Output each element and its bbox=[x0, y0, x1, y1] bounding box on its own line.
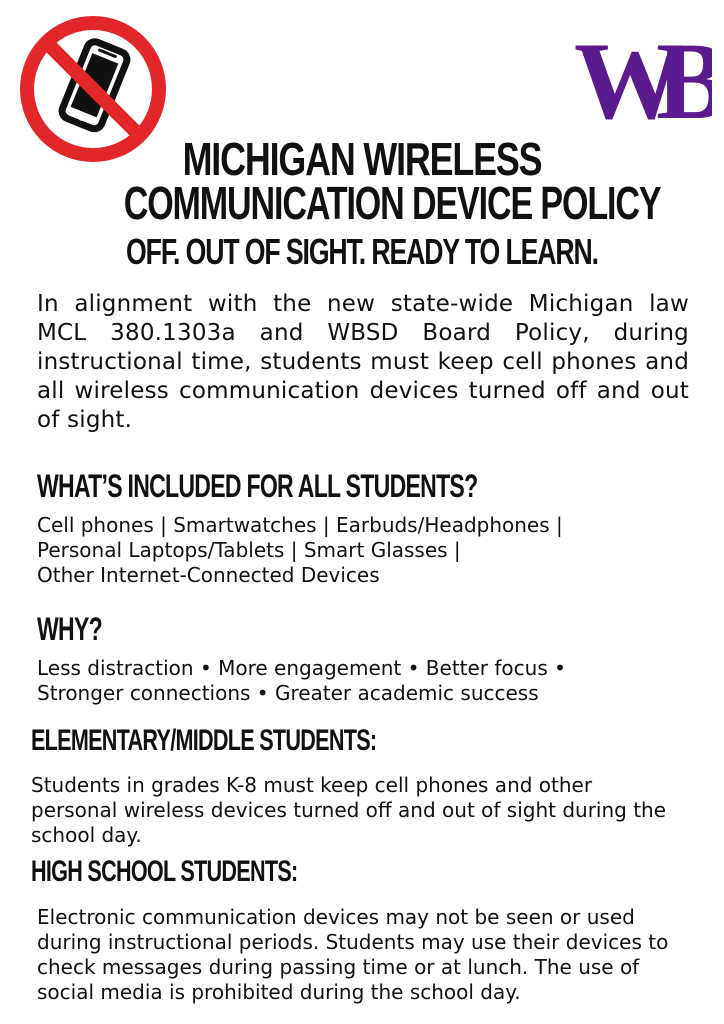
included-line: Other Internet-Connected Devices bbox=[37, 563, 380, 587]
intro-paragraph: In alignment with the new state-wide Michigan law MCL 380.1303a and WBSD Board Policy, during instructional time, students must keep cell phones and all wireless communication devices turned off and out of sight. bbox=[37, 291, 689, 433]
included-heading: WHAT’S INCLUDED FOR ALL STUDENTS? bbox=[37, 468, 478, 504]
high-school-text bbox=[37, 905, 668, 1005]
included-list bbox=[37, 513, 563, 588]
included-line: Cell phones | Smartwatches | Earbuds/Headphones | bbox=[37, 513, 563, 537]
high-school-line: Electronic communication devices may not be seen or used bbox=[37, 905, 635, 929]
high-school-line: social media is prohibited during the school day. bbox=[37, 980, 521, 1004]
svg-text:WB: WB bbox=[574, 20, 702, 142]
elementary-line: Students in grades K-8 must keep cell phones and other bbox=[31, 773, 593, 797]
high-school-heading: HIGH SCHOOL STUDENTS: bbox=[31, 855, 298, 888]
high-school-line: during instructional periods. Students may use their devices to bbox=[37, 930, 669, 954]
why-heading: WHY? bbox=[37, 611, 102, 647]
elementary-line: personal wireless devices turned off and out of sight during the bbox=[31, 798, 667, 822]
policy-title-line2: COMMUNICATION DEVICE POLICY bbox=[123, 177, 661, 229]
included-line: Personal Laptops/Tablets | Smart Glasses | bbox=[37, 538, 461, 562]
policy-title-line1: MICHIGAN WIRELESS bbox=[182, 133, 542, 185]
why-line: Less distraction • More engagement • Better focus • bbox=[37, 656, 566, 680]
policy-tagline: OFF. OUT OF SIGHT. READY TO LEARN. bbox=[126, 231, 598, 272]
why-line: Stronger connections • Greater academic success bbox=[37, 681, 539, 705]
why-text bbox=[37, 656, 566, 706]
elementary-text bbox=[31, 773, 666, 848]
high-school-line: check messages during passing time or at lunch. The use of bbox=[37, 955, 640, 979]
elementary-line: school day. bbox=[31, 823, 142, 847]
elementary-heading: ELEMENTARY/MIDDLE STUDENTS: bbox=[31, 724, 377, 757]
